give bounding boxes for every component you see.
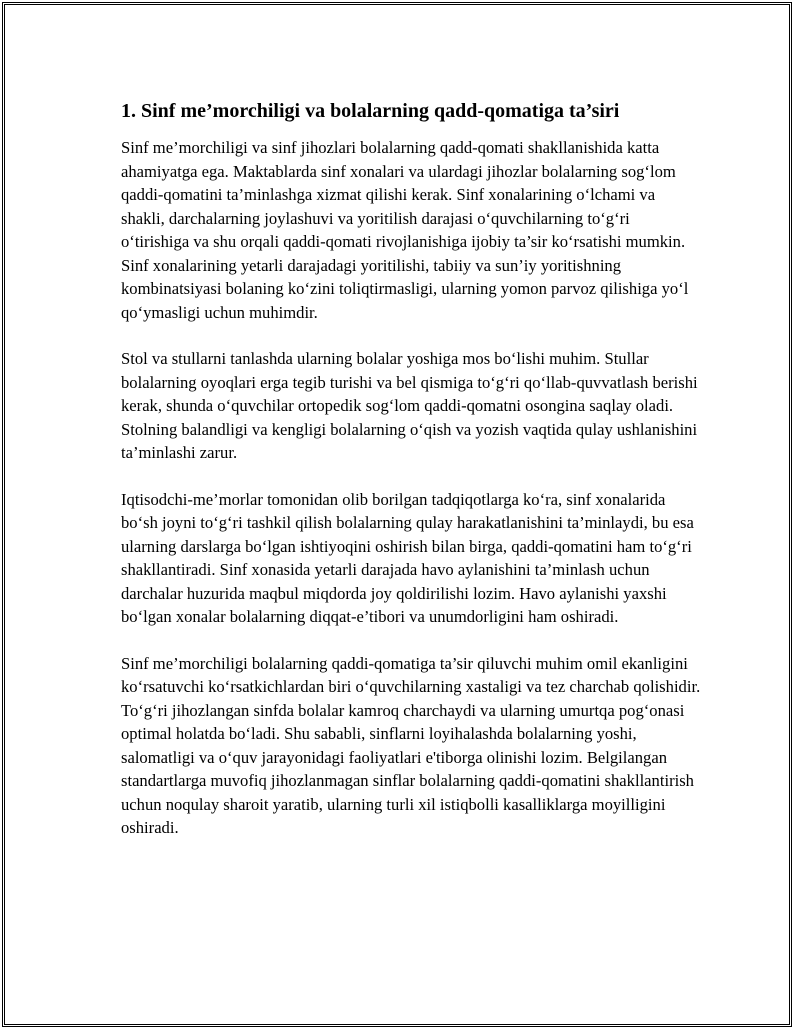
document-body (121, 98, 701, 863)
document-page (2, 2, 792, 1027)
paragraph-1: Sinf me’morchiligi va sinf jihozlari bolalarning qadd-qomati shakllanishida katta ahamiyatga ega. Maktablarda sinf xonalari va ulardagi jihozlar bolalarning sog‘lom qaddi-qomatini ta’minlashga xizmat qilishi kerak. Sinf xonalarining o‘lchami va shakli, darchalarning joylashuvi va yoritilish darajasi o‘quvchilarning to‘g‘ri o‘tirishiga va shu orqali qaddi-qomati rivojlanishiga ijobiy ta’sir ko‘rsatishi mumkin. Sinf xonalarining yetarli darajadagi yoritilishi, tabiiy va sun’iy yoritishning kombinatsiyasi bolaning ko‘zini toliqtirmasligi, ularning yomon parvoz qilishiga yo‘l qo‘ymasligi uchun muhimdir. (121, 138, 689, 322)
paragraph-3: Iqtisodchi-me’morlar tomonidan olib borilgan tadqiqotlarga ko‘ra, sinf xonalarida bo‘sh joyni to‘g‘ri tashkil qilish bolalarning qulay harakatlanishini ta’minlaydi, bu esa ularning darslarga bo‘lgan ishtiyoqini oshirish bilan birga, qaddi-qomatini ham to‘g‘ri shakllantiradi. Sinf xonasida yetarli darajada havo aylanishini ta’minlash uchun darchalar huzurida maqbul miqdorda joy qoldirilishi lozim. Havo aylanishi yaxshi bo‘lgan xonalar bolalarning diqqat-e’tibori va unumdorligini ham oshiradi. (121, 489, 694, 626)
section-heading: 1. Sinf me’morchiligi va bolalarning qadd-qomatiga ta’siri (121, 100, 620, 122)
paragraph-2: Stol va stullarni tanlashda ularning bolalar yoshiga mos bo‘lishi muhim. Stullar bolalarning oyoqlari erga tegib turishi va bel qismiga to‘g‘ri qo‘llab-quvvatlash berishi kerak, shunda o‘quvchilar ortopedik sog‘lom qaddi-qomatni osongina saqlay oladi. Stolning balandligi va kengligi bolalarning o‘qish va yozish vaqtida qulay ushlanishini ta’minlashi zarur. (121, 349, 698, 462)
paragraph-4: Sinf me’morchiligi bolalarning qaddi-qomatiga ta’sir qiluvchi muhim omil ekanligini ko‘rsatuvchi ko‘rsatkichlardan biri o‘quvchilarning xastaligi va tez charchab qolishidir. To‘g‘ri jihozlangan sinfda bolalar kamroq charchaydi va ularning umurtqa pog‘onasi optimal holatda bo‘ladi. Shu sababli, sinflarni loyihalashda bolalarning yoshi, salomatligi va o‘quv jarayonidagi faoliyatlari e'tiborga olinishi lozim. Belgilangan standartlarga muvofiq jihozlanmagan sinflar bolalarning qaddi-qomatini shakllantirish uchun noqulay sharoit yaratib, ularning turli xil istiqbolli kasalliklarga moyilligini oshiradi. (121, 653, 701, 837)
